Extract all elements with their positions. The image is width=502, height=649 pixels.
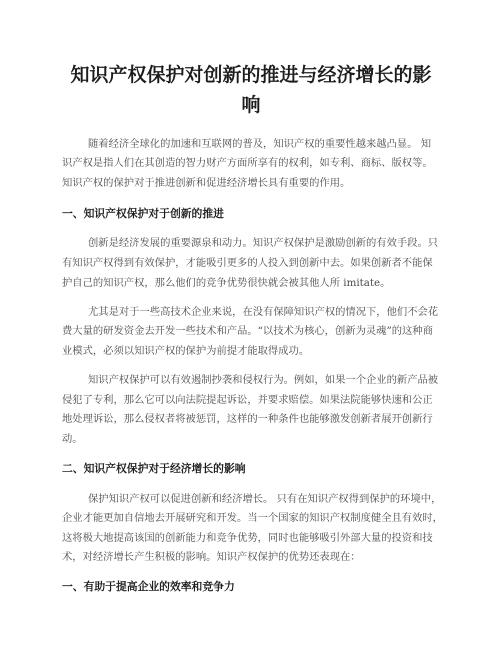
s1p1-line-3: 护自己的知识产权，那么他们的竞争优势很快就会被其他人所 imitate。 xyxy=(62,277,391,289)
s1p3-line-1: 知识产权保护可以有效遏制抄袭和侵权行为。例如，如果一个企业的新产品被 xyxy=(88,374,439,386)
s1p2-line-3: 业模式，必须以知识产权的保护为前提才能取得成功。 xyxy=(62,345,310,357)
s2p1-line-3: 这将极大地提高该国的创新能力和竞争优势，同时也能够吸引外部大量的投资和技 xyxy=(62,532,433,544)
s1p3-line-3: 地处理诉讼，那么侵权者将被惩罚，这样的一种条件也能够激发创新者展开创新行 xyxy=(62,413,433,425)
intro-line-2: 识产权是指人们在其创造的智力财产方面所享有的权利，如专利、商标、版权等。 xyxy=(62,157,433,169)
document-title-line1: 知识产权保护对创新的推进与经济增长的影 xyxy=(70,64,432,86)
s1p1-line-2: 有知识产权得到有效保护，才能吸引更多的人投入到创新中去。如果创新者不能保 xyxy=(62,257,433,269)
s1p2-line-2: 费大量的研发资金去开发一些技术和产品。“以技术为核心，创新为灵魂”的这种商 xyxy=(62,325,433,337)
document-title-line2: 响 xyxy=(241,94,261,116)
section2-heading: 二、知识产权保护对于经济增长的影响 xyxy=(62,462,246,475)
subsection1-heading: 一、有助于提高企业的效率和竞争力 xyxy=(62,580,235,593)
intro-line-1: 随着经济全球化的加速和互联网的普及，知识产权的重要性越来越凸显。 知 xyxy=(88,138,432,150)
s1p3-line-2: 侵犯了专利，那么它可以向法院提起诉讼，并要求赔偿。如果法院能够快速和公正 xyxy=(62,394,433,406)
s2p1-line-1: 保护知识产权可以促进创新和经济增长。 只有在知识产权得到保护的环境中， xyxy=(88,493,442,505)
s1p2-line-1: 尤其是对于一些高技术企业来说，在没有保障知识产权的情况下，他们不会花 xyxy=(88,306,439,318)
s2p1-line-4: 术，对经济增长产生积极的影响。知识产权保护的优势还表现在： xyxy=(62,551,361,563)
s1p3-line-4: 动。 xyxy=(62,433,83,445)
section1-heading: 一、知识产权保护对于创新的推进 xyxy=(62,207,224,220)
s2p1-line-2: 企业才能更加自信地去开展研究和开发。当一个国家的知识产权制度健全且有效时， xyxy=(62,512,443,524)
intro-line-3: 知识产权的保护对于推进创新和促进经济增长具有重要的作用。 xyxy=(62,177,351,189)
s1p1-line-1: 创新是经济发展的重要源泉和动力。知识产权保护是激励创新的有效手段。只 xyxy=(88,237,439,249)
